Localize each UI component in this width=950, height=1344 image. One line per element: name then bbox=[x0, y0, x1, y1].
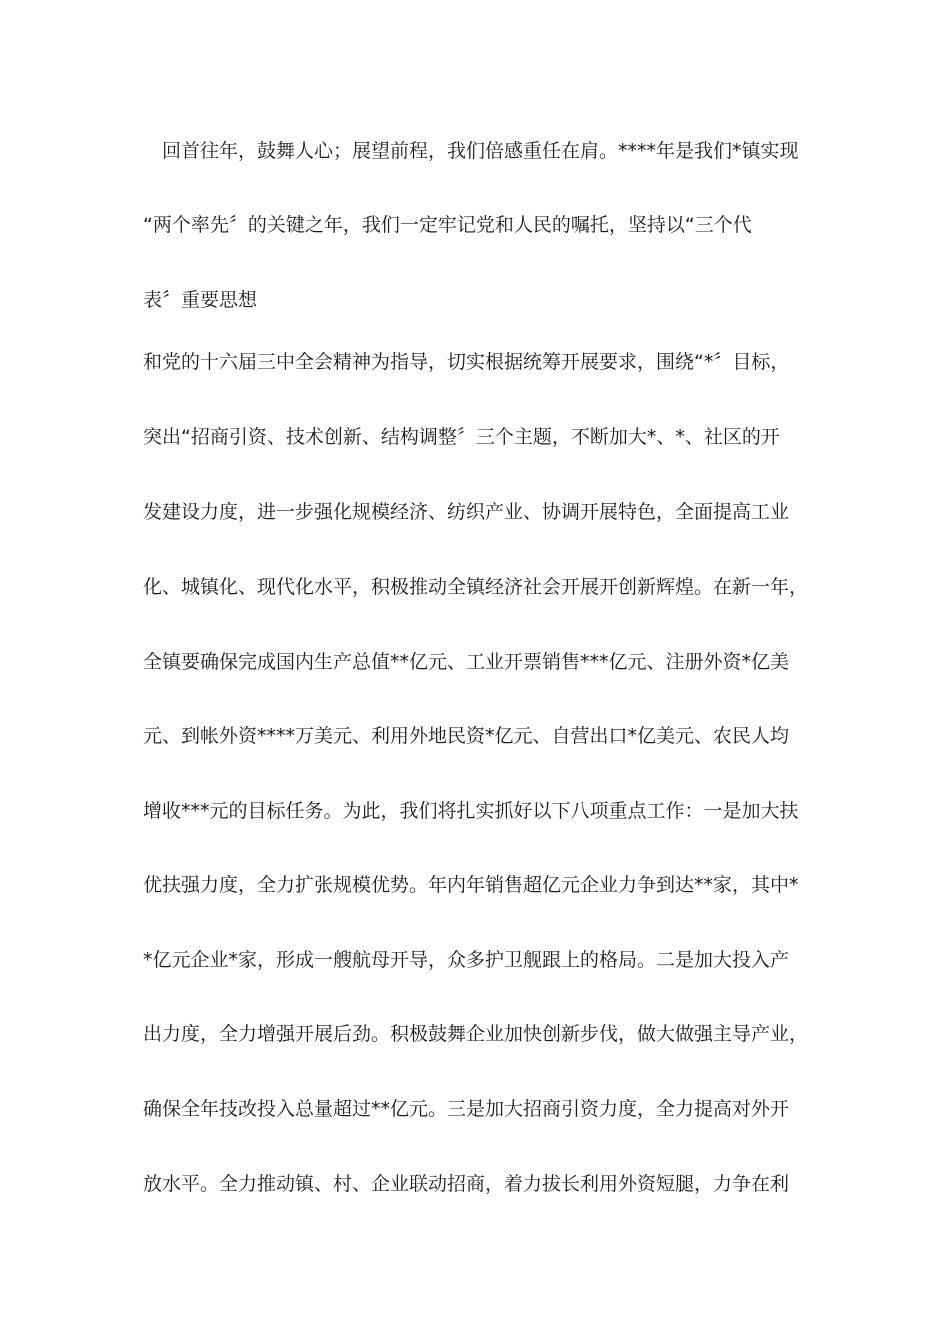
text-line-1: 回首往年，鼓舞人心；展望前程，我们倍感重任在肩。****年是我们*镇实现 bbox=[162, 140, 799, 162]
text-line-4: 和党的十六届三中全会精神为指导，切实根据统筹开展要求，围绕“*〞目标， bbox=[143, 351, 790, 373]
text-line-9: 元、到帐外资****万美元、利用外地民资*亿元、自营出口*亿美元、农民人均 bbox=[143, 725, 790, 747]
text-line-3: 表〞重要思想 bbox=[143, 289, 258, 311]
text-line-10: 增收***元的目标任务。为此，我们将扎实抓好以下八项重点工作：一是加大扶 bbox=[143, 800, 799, 822]
text-line-13: 出力度，全力增强开展后劲。积极鼓舞企业加快创新步伐，做大做强主导产业， bbox=[143, 1023, 809, 1045]
text-line-6: 发建设力度，进一步强化规模经济、纺织产业、协调开展特色，全面提高工业 bbox=[143, 501, 790, 523]
text-line-11: 优扶强力度，全力扩张规模优势。年内年销售超亿元企业力争到达**家，其中* bbox=[143, 874, 799, 896]
text-line-2: “两个率先〞的关键之年，我们一定牢记党和人民的嘱托，坚持以“三个代 bbox=[143, 214, 752, 236]
text-line-7: 化、城镇化、现代化水平，积极推动全镇经济社会开展开创新辉煌。在新一年， bbox=[143, 576, 809, 598]
text-line-8: 全镇要确保完成国内生产总值**亿元、工业开票销售***亿元、注册外资*亿美 bbox=[143, 651, 790, 673]
text-line-14: 确保全年技改投入总量超过**亿元。三是加大招商引资力度，全力提高对外开 bbox=[143, 1098, 790, 1120]
text-line-12: *亿元企业*家，形成一艘航母开导，众多护卫舰跟上的格局。二是加大投入产 bbox=[143, 949, 790, 971]
text-line-5: 突出“招商引资、技术创新、结构调整〞三个主题，不断加大*、*、社区的开 bbox=[143, 426, 780, 448]
text-line-15: 放水平。全力推动镇、村、企业联动招商，着力拔长利用外资短腿，力争在利 bbox=[143, 1173, 790, 1195]
